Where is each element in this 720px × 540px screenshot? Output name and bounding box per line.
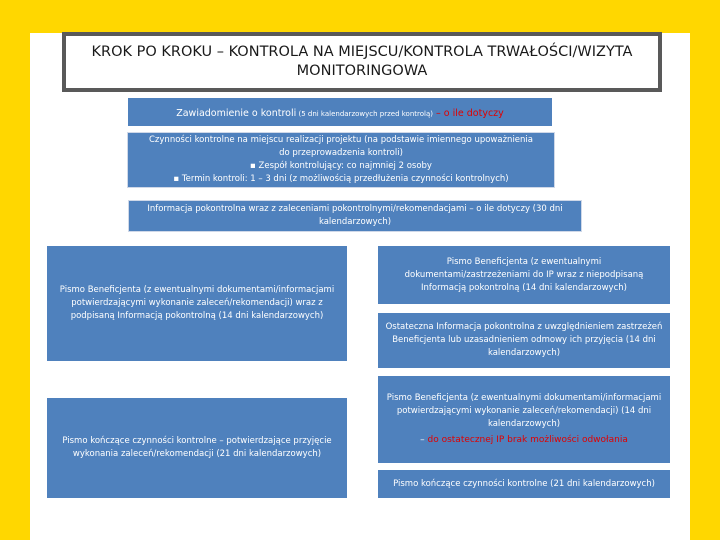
beneficiary-letter-right-box — [378, 376, 670, 463]
slide-title — [62, 32, 662, 92]
post-control-info-text: Informacja pokontrolna wraz z zaleceniami pokontrolnymi/rekomendacjami – o ile dotyczy (30 dni kalendarzowych) — [147, 204, 563, 227]
no-appeal-dash: – — [420, 435, 428, 445]
beneficiary-objections-text: Pismo Beneficjenta (z ewentualnymi dokumentami/zastrzeżeniami do IP wraz z niepodpisaną Informacją pokontrolną (14 dni kalendarzowych) — [404, 256, 644, 293]
closing-letter-right-box — [378, 470, 670, 498]
control-activities-line-2: do przeprowadzenia kontroli) — [279, 147, 403, 158]
beneficiary-letter-left-text: Pismo Beneficjenta (z ewentualnymi dokumentami/informacjami potwierdzającymi wykonanie zaleceń/rekomendacji) wraz z podpisaną Informacją pokontrolną (14 dni kalendarzowych) — [59, 285, 335, 321]
closing-letter-right-text: Pismo kończące czynności kontrolne (21 dni kalendarzowych) — [393, 478, 655, 489]
beneficiary-objections-box — [378, 246, 670, 304]
no-appeal-text: do ostatecznej IP brak możliwości odwołania — [427, 435, 628, 445]
closing-letter-left-text: Pismo kończące czynności kontrolne – potwierdzające przyjęcie wykonania zaleceń/rekomendacji (21 dni kalendarzowych) — [62, 436, 332, 459]
control-activities-line-1: Czynności kontrolne na miejscu realizacji projektu (na podstawie imiennego upoważnienia — [149, 134, 533, 145]
post-control-info-box — [128, 200, 582, 232]
control-term-text: Termin kontroli: 1 – 3 dni (z możliwością przedłużenia czynności kontrolnych) — [181, 173, 509, 184]
notification-box — [128, 98, 552, 126]
title-line-2: MONITORINGOWA — [296, 63, 428, 79]
title-line-1: KROK PO KROKU – KONTROLA NA MIEJSCU/KONTROLA TRWAŁOŚCI/WIZYTA — [91, 44, 633, 60]
control-team-bullet: ▪ Zespół kontrolujący: co najmniej 2 osoby — [250, 160, 432, 171]
closing-letter-left-box — [47, 398, 347, 498]
control-term-bullet: ▪ Termin kontroli: 1 – 3 dni (z możliwością przedłużenia czynności kontrolnych) — [173, 173, 509, 184]
control-activities-box — [127, 132, 555, 188]
notification-main: Zawiadomienie o kontroli — [176, 108, 297, 119]
control-team-text: Zespół kontrolujący: co najmniej 2 osoby — [258, 160, 432, 171]
no-appeal-line — [420, 434, 628, 447]
beneficiary-letter-right-text: Pismo Beneficjenta (z ewentualnymi dokumentami/informacjami potwierdzającymi wykonanie zaleceń/rekomendacji) (14 dni kalendarzowych) — [386, 393, 662, 429]
notification-deadline: (5 dni kalendarzowych przed kontrolą) — [296, 110, 433, 118]
beneficiary-letter-left-box — [47, 246, 347, 361]
final-post-control-info-box — [378, 313, 670, 368]
notification-condition: – o ile dotyczy — [432, 108, 504, 119]
final-post-control-info-text: Ostateczna Informacja pokontrolna z uwzględnieniem zastrzeżeń Beneficjenta lub uzasadnieniem odmowy ich przyjęcia (14 dni kalendarzowych) — [385, 322, 663, 358]
